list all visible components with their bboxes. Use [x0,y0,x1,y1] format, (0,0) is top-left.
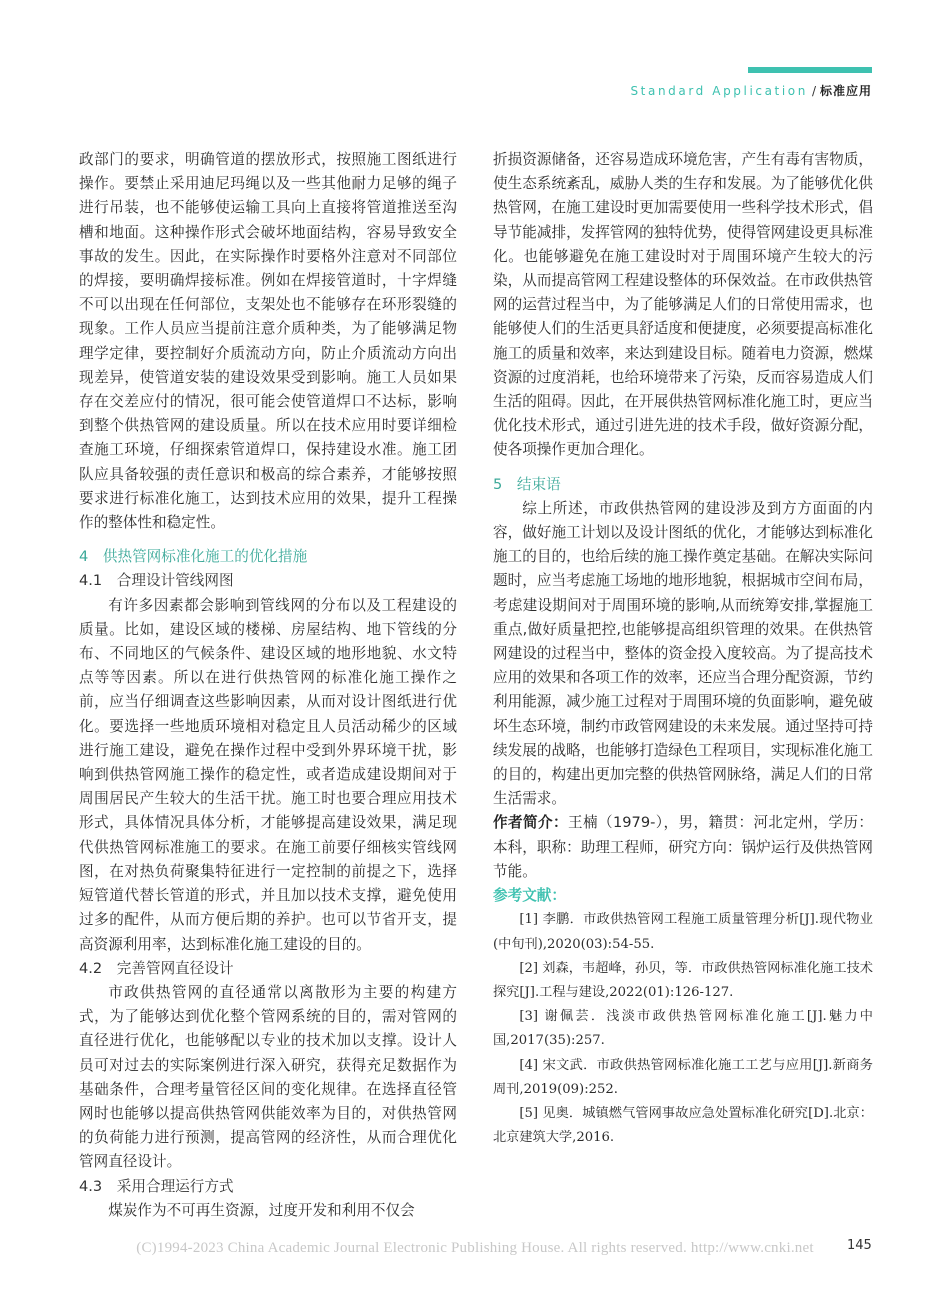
running-head-slash: / [811,84,816,98]
subsection-heading-4-2: 4.2 完善管网直径设计 [79,959,234,977]
body-paragraph: 折损资源储备，还容易造成环境危害，产生有毒有害物质，使生态系统紊乱，威胁人类的生存和发展。为了能够优化供热管网，在施工建设时更加需要使用一些科学技术形式，倡导节能减排，发挥管网的独特优势，使得管网建设更具标准化。也能够避免在施工建设时对于周围环境产生较大的污染，从而提高管网工程建设整体的环保效益。在市政供热管网的运营过程当中，为了能够满足人们的日常使用需求，也能够使人们的生活更具舒适度和便捷度，必须要提高标准化施工的质量和效率，来达到建设目标。随着电力资源，燃煤资源的过度消耗，也给环境带来了污染，反而容易造成人们生活的阻碍。因此，在开展供热管网标准化施工时，更应当优化技术形式，通过引进先进的技术手段，做好资源分配，使各项操作更加合理化。 [493,151,873,459]
references-title: 参考文献： [493,887,566,905]
subsection-heading-4-1: 4.1 合理设计管线网图 [79,572,234,590]
body-paragraph: 政部门的要求，明确管道的摆放形式，按照施工图纸进行操作。要禁止采用迪尼玛绳以及一些其他耐力足够的绳子进行吊装，也不能够使运输工具向上直接将管道推送至沟槽和地面。这种操作形式会破坏地面结构，容易导致安全事故的发生。因此，在实际操作时要格外注意对不同部位的焊接，要明确焊接标准。例如在焊接管道时，十字焊缝不可以出现在任何部位，支架处也不能够存在环形裂缝的现象。工作人员应当提前注意介质种类，为了能够满足物理学定律，要控制好介质流动方向，防止介质流动方向出现差异，使管道安装的建设效果受到影响。施工人员如果存在交差应付的情况，很可能会使管道焊口不达标，影响到整个供热管网的建设质量。所以在技术应用时要详细检查施工环境，仔细探索管道焊口，保持建设水准。施工团队应具备较强的责任意识和极高的综合素养，才能够按照要求进行标准化施工，达到技术应用的效果，提升工程操作的整体性和稳定性。 [79,151,457,532]
reference-item: [3] 谢佩芸．浅淡市政供热管网标准化施工[J].魅力中国,2017(35):257. [493,1009,873,1049]
subsection-heading-4-3: 4.3 采用合理运行方式 [79,1177,234,1195]
copyright-watermark: (C)1994-2023 China Academic Journal Electronic Publishing House. All rights reserved. http://www.cnki.net [136,1240,814,1256]
body-paragraph: 市政供热管网的直径通常以离散形为主要的构建方式，为了能够达到优化整个管网系统的目的，需对管网的直径进行优化，也能够配以专业的技术加以支撑。设计人员可对过去的实际案例进行深入研究，获得充足数据作为基础条件，合理考量管径区间的变化规律。在选择直径管网时也能够以提高供热管网供能效率为目的，对供热管网的负荷能力进行预测，提高管网的经济性，从而合理优化管网直径设计。 [79,983,457,1171]
body-paragraph: 煤炭作为不可再生资源，过度开发和利用不仅会 [108,1201,415,1219]
left-column [79,148,457,1223]
running-head-chinese: 标准应用 [819,84,872,98]
author-bio-text: 王楠（1979-），男，籍贯：河北定州，学历：本科，职称：助理工程师，研究方向：锅炉运行及供热管网节能。 [493,814,873,880]
section-heading-5: 5 结束语 [493,475,561,493]
author-bio-label: 作者简介： [493,814,568,832]
body-paragraph: 综上所述，市政供热管网的建设涉及到方方面面的内容，做好施工计划以及设计图纸的优化，才能够达到标准化施工的目的，也给后续的施工操作奠定基础。在解决实际问题时，应当考虑施工场地的地形地貌，根据城市空间布局，考虑建设期间对于周围环境的影响,从而统筹安排,掌握施工重点,做好质量把控,也能够提高组织管理的效果。在供热管网建设的过程当中，整体的资金投入度较高。为了提高技术应用的效果和各项工作的效率，还应当合理分配资源，节约利用能源，减少施工过程对于周围环境的负面影响，避免破坏生态环境，制约市政管网建设的未来发展。通过坚持可持续发展的战略，也能够打造绿色工程项目，实现标准化施工的目的，构建出更加完整的供热管网脉络，满足人们的日常生活需求。 [493,499,873,808]
header-accent-bar [748,67,872,73]
section-heading-4: 4 供热管网标准化施工的优化措施 [79,548,308,566]
running-head [630,82,872,99]
reference-item: [4] 宋文武．市政供热管网标准化施工工艺与应用[J].新商务周刊,2019(09):252. [493,1057,873,1097]
right-column [493,148,873,1150]
author-bio [493,811,873,884]
references-list [493,908,873,1150]
running-head-english: Standard Application [630,84,808,98]
body-paragraph: 有许多因素都会影响到管线网的分布以及工程建设的质量。比如，建设区域的楼梯、房屋结构、地下管线的分布、不同地区的气候条件、建设区域的地形地貌、水文特点等等因素。所以在进行供热管网的标准化施工操作之前，应当仔细调查这些影响因素，从而对设计图纸进行优化。要选择一些地质环境相对稳定且人员活动稀少的区域进行施工建设，避免在操作过程中受到外界环境干扰，影响到供热管网施工操作的稳定性，或者造成建设期间对于周围居民产生较大的生活干扰。施工时也要合理应用技术形式，具体情况具体分析，才能够提高建设效果，满足现代供热管网标准施工的要求。在施工前要仔细核实管线网图，在对热负荷聚集特征进行一定控制的前提之下，选择短管道代替长管道的形式，并且加以技术支撑，避免使用过多的配件，从而方便后期的养护。也可以节省开支，提高资源利用率，达到标准化施工建设的目的。 [79,596,457,953]
reference-item: [1] 李鹏．市政供热管网工程施工质量管理分析[J].现代物业(中旬刊),2020(03):54-55. [493,912,873,952]
page-number: 145 [847,1238,872,1253]
reference-item: [5] 见奥．城镇燃气管网事故应急处置标准化研究[D].北京：北京建筑大学,2016. [493,1105,873,1146]
reference-item: [2] 刘森，韦超峰，孙贝，等．市政供热管网标准化施工技术探究[J].工程与建设,2022(01):126-127. [493,960,873,1000]
